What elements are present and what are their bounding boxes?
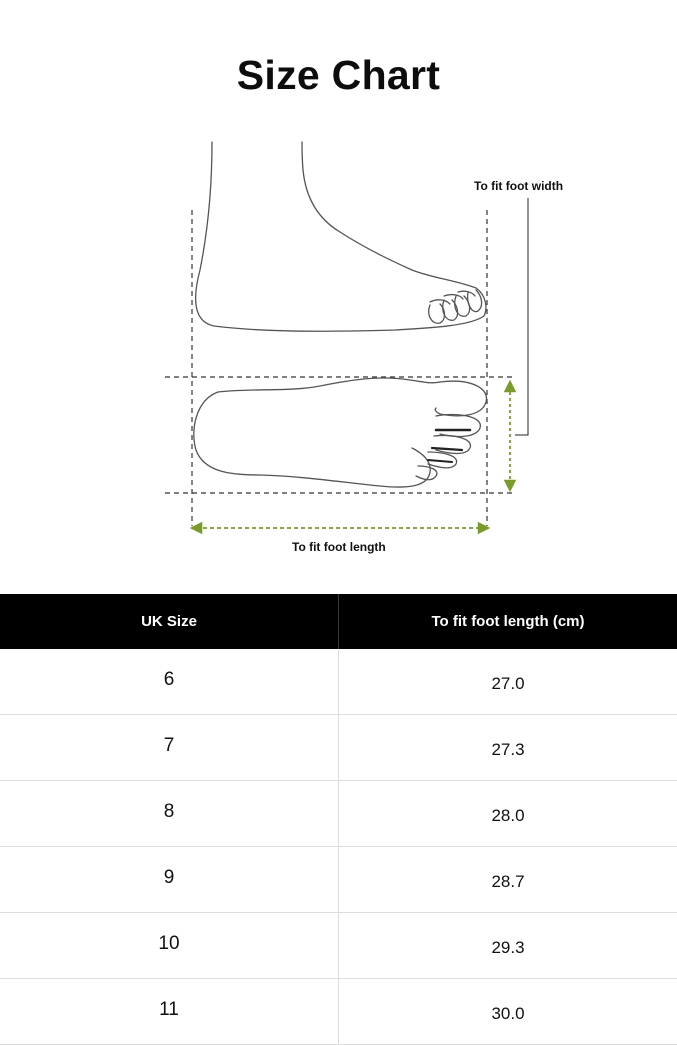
size-table [0,594,677,1045]
uk-size-cell: 9 [0,847,339,913]
foot-side-view [196,142,486,331]
table-row [0,913,677,979]
foot-illustration [0,130,677,570]
foot-length-cell: 28.7 [339,847,677,913]
header-foot-length: To fit foot length (cm) [339,594,677,649]
table-row [0,979,677,1045]
uk-size-cell: 8 [0,781,339,847]
table-row [0,847,677,913]
foot-length-cell: 29.3 [339,913,677,979]
uk-size-cell: 6 [0,649,339,715]
table-row [0,781,677,847]
table-row [0,715,677,781]
foot-measurement-diagram [0,130,677,570]
foot-length-cell: 27.3 [339,715,677,781]
uk-size-cell: 11 [0,979,339,1045]
uk-size-cell: 7 [0,715,339,781]
table-row [0,649,677,715]
foot-width-label: To fit foot width [474,179,563,193]
uk-size-cell: 10 [0,913,339,979]
foot-length-cell: 30.0 [339,979,677,1045]
width-callout-line [515,198,528,435]
foot-length-cell: 27.0 [339,649,677,715]
page-title: Size Chart [0,52,677,99]
header-uk-size: UK Size [0,594,339,649]
foot-sole-view [194,378,487,487]
foot-length-label: To fit foot length [292,540,386,554]
foot-length-cell: 28.0 [339,781,677,847]
table-header-row [0,594,677,649]
